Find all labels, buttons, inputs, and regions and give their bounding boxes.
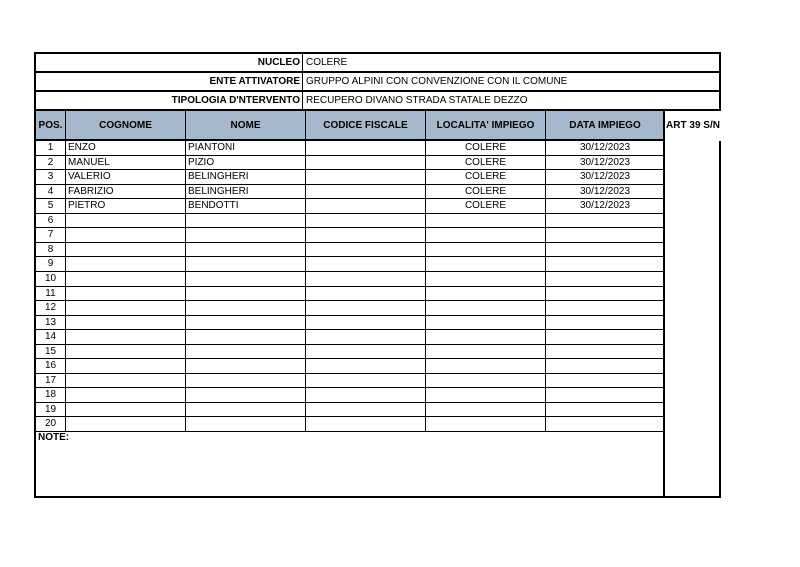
cell-cognome — [66, 214, 186, 229]
cell-localita — [426, 257, 546, 272]
cell-nome — [186, 374, 306, 389]
cell-nome — [186, 345, 306, 360]
nucleo-value: COLERE — [306, 57, 348, 68]
col-header-data: DATA IMPIEGO — [546, 111, 664, 141]
cell-data — [546, 374, 664, 389]
cell-cognome: FABRIZIO — [66, 185, 186, 200]
cell-codice-fiscale — [306, 228, 426, 243]
cell-localita — [426, 403, 546, 418]
cell-data: 30/12/2023 — [546, 185, 664, 200]
cell-codice-fiscale — [306, 156, 426, 171]
col-header-nome: NOME — [186, 111, 306, 141]
col-header-art39: ART 39 S/N — [663, 111, 721, 141]
cell-data — [546, 257, 664, 272]
art39-divider — [663, 111, 665, 498]
cell-nome: BELINGHERI — [186, 185, 306, 200]
table-row — [36, 156, 664, 171]
cell-nome — [186, 272, 306, 287]
cell-localita: COLERE — [426, 170, 546, 185]
table-row — [36, 359, 664, 374]
cell-pos: 13 — [36, 316, 66, 331]
table-row — [36, 272, 664, 287]
table-row — [36, 388, 664, 403]
cell-cognome — [66, 374, 186, 389]
table-row — [36, 199, 664, 214]
cell-codice-fiscale — [306, 301, 426, 316]
cell-nome: PIANTONI — [186, 141, 306, 156]
cell-pos: 1 — [36, 141, 66, 156]
cell-codice-fiscale — [306, 170, 426, 185]
cell-codice-fiscale — [306, 287, 426, 302]
cell-cognome — [66, 403, 186, 418]
table-row — [36, 243, 664, 258]
cell-localita: COLERE — [426, 141, 546, 156]
cell-data — [546, 388, 664, 403]
cell-pos: 6 — [36, 214, 66, 229]
cell-data: 30/12/2023 — [546, 141, 664, 156]
cell-nome — [186, 388, 306, 403]
cell-pos: 2 — [36, 156, 66, 171]
table-row — [36, 287, 664, 302]
cell-localita — [426, 330, 546, 345]
cell-codice-fiscale — [306, 374, 426, 389]
cell-cognome — [66, 287, 186, 302]
cell-pos: 10 — [36, 272, 66, 287]
tipologia-row — [36, 92, 721, 111]
table-row — [36, 214, 664, 229]
cell-nome — [186, 417, 306, 432]
cell-pos: 3 — [36, 170, 66, 185]
cell-pos: 5 — [36, 199, 66, 214]
cell-data — [546, 228, 664, 243]
cell-localita — [426, 388, 546, 403]
cell-data — [546, 316, 664, 331]
cell-codice-fiscale — [306, 359, 426, 374]
cell-codice-fiscale — [306, 316, 426, 331]
cell-localita — [426, 374, 546, 389]
cell-localita: COLERE — [426, 199, 546, 214]
cell-cognome — [66, 417, 186, 432]
cell-nome — [186, 403, 306, 418]
col-header-codice-fiscale: CODICE FISCALE — [306, 111, 426, 141]
cell-pos: 8 — [36, 243, 66, 258]
cell-localita — [426, 243, 546, 258]
cell-pos: 19 — [36, 403, 66, 418]
cell-nome — [186, 257, 306, 272]
cell-nome: BELINGHERI — [186, 170, 306, 185]
cell-data — [546, 243, 664, 258]
cell-data: 30/12/2023 — [546, 156, 664, 171]
ente-value: GRUPPO ALPINI CON CONVENZIONE CON IL COMUNE — [306, 76, 568, 87]
cell-cognome — [66, 257, 186, 272]
cell-nome: PIZIO — [186, 156, 306, 171]
cell-pos: 12 — [36, 301, 66, 316]
cell-data — [546, 287, 664, 302]
cell-localita — [426, 345, 546, 360]
cell-localita — [426, 287, 546, 302]
cell-cognome — [66, 359, 186, 374]
cell-nome — [186, 228, 306, 243]
cell-cognome — [66, 243, 186, 258]
cell-codice-fiscale — [306, 257, 426, 272]
cell-data — [546, 359, 664, 374]
cell-cognome: ENZO — [66, 141, 186, 156]
table-row — [36, 301, 664, 316]
cell-data — [546, 417, 664, 432]
ente-label: ENTE ATTIVATORE — [36, 73, 303, 90]
cell-cognome — [66, 388, 186, 403]
cell-nome — [186, 316, 306, 331]
column-headers — [36, 111, 721, 141]
cell-pos: 20 — [36, 417, 66, 432]
table-row — [36, 403, 664, 418]
ente-row — [36, 73, 721, 92]
cell-localita: COLERE — [426, 185, 546, 200]
tipologia-value: RECUPERO DIVANO STRADA STATALE DEZZO — [306, 95, 528, 106]
personnel-sheet — [34, 52, 721, 498]
col-header-pos: POS. — [36, 111, 66, 141]
cell-localita — [426, 272, 546, 287]
cell-codice-fiscale — [306, 272, 426, 287]
cell-pos: 16 — [36, 359, 66, 374]
table-row — [36, 185, 664, 200]
table-row — [36, 374, 664, 389]
cell-codice-fiscale — [306, 403, 426, 418]
cell-nome — [186, 359, 306, 374]
cell-localita — [426, 301, 546, 316]
cell-codice-fiscale — [306, 214, 426, 229]
cell-codice-fiscale — [306, 185, 426, 200]
cell-data — [546, 330, 664, 345]
tipologia-label: TIPOLOGIA D'NTERVENTO — [36, 92, 303, 109]
table-row — [36, 417, 664, 432]
cell-cognome — [66, 272, 186, 287]
cell-localita — [426, 417, 546, 432]
cell-cognome — [66, 330, 186, 345]
cell-pos: 4 — [36, 185, 66, 200]
cell-cognome — [66, 345, 186, 360]
cell-cognome: MANUEL — [66, 156, 186, 171]
note-label: NOTE: — [38, 432, 70, 443]
cell-data — [546, 345, 664, 360]
cell-nome — [186, 243, 306, 258]
table-row — [36, 170, 664, 185]
cell-codice-fiscale — [306, 330, 426, 345]
nucleo-label: NUCLEO — [36, 54, 303, 71]
cell-nome: BENDOTTI — [186, 199, 306, 214]
cell-codice-fiscale — [306, 141, 426, 156]
table-row — [36, 345, 664, 360]
cell-nome — [186, 330, 306, 345]
cell-data: 30/12/2023 — [546, 170, 664, 185]
cell-localita — [426, 228, 546, 243]
nucleo-row — [36, 54, 721, 73]
cell-localita — [426, 316, 546, 331]
cell-cognome: PIETRO — [66, 199, 186, 214]
cell-nome — [186, 287, 306, 302]
col-header-localita: LOCALITA' IMPIEGO — [426, 111, 546, 141]
cell-nome — [186, 214, 306, 229]
cell-codice-fiscale — [306, 417, 426, 432]
table-row — [36, 330, 664, 345]
cell-nome — [186, 301, 306, 316]
cell-codice-fiscale — [306, 345, 426, 360]
cell-codice-fiscale — [306, 199, 426, 214]
cell-cognome — [66, 316, 186, 331]
cell-codice-fiscale — [306, 388, 426, 403]
cell-data — [546, 403, 664, 418]
cell-localita — [426, 359, 546, 374]
cell-cognome — [66, 301, 186, 316]
cell-pos: 18 — [36, 388, 66, 403]
table-row — [36, 141, 664, 156]
cell-cognome — [66, 228, 186, 243]
cell-pos: 9 — [36, 257, 66, 272]
cell-localita — [426, 214, 546, 229]
table-row — [36, 228, 664, 243]
cell-data — [546, 214, 664, 229]
cell-cognome: VALERIO — [66, 170, 186, 185]
cell-pos: 17 — [36, 374, 66, 389]
table-row — [36, 316, 664, 331]
cell-pos: 14 — [36, 330, 66, 345]
cell-pos: 11 — [36, 287, 66, 302]
cell-data — [546, 272, 664, 287]
cell-pos: 15 — [36, 345, 66, 360]
cell-data: 30/12/2023 — [546, 199, 664, 214]
cell-codice-fiscale — [306, 243, 426, 258]
cell-localita: COLERE — [426, 156, 546, 171]
cell-pos: 7 — [36, 228, 66, 243]
col-header-cognome: COGNOME — [66, 111, 186, 141]
cell-data — [546, 301, 664, 316]
table-row — [36, 257, 664, 272]
